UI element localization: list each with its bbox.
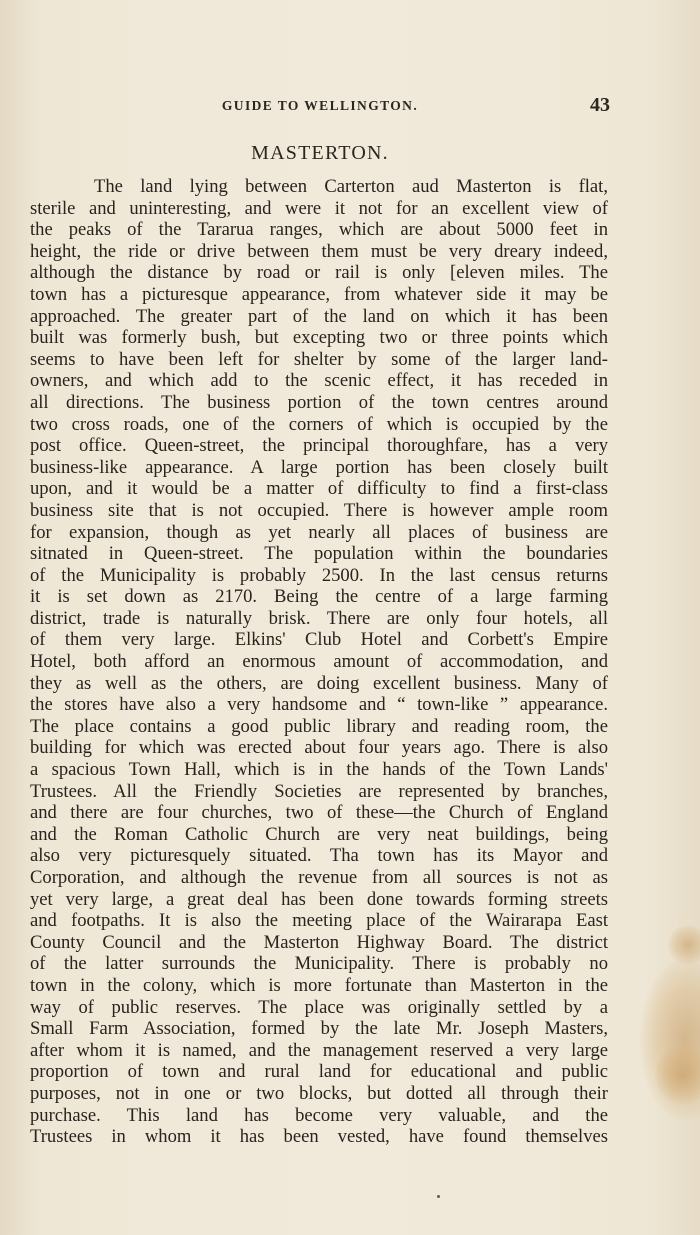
text-line: and the Roman Catholic Church are very neat buildings, being	[30, 823, 608, 845]
text-line: they as well as the others, are doing excellent business. Many of	[30, 672, 608, 694]
text-line: two cross roads, one of the corners of which is occupied by the	[30, 413, 608, 435]
page-header	[30, 96, 610, 120]
text-line: upon, and it would be a matter of difficulty to find a first-class	[30, 478, 608, 500]
page-number: 43	[590, 94, 610, 116]
text-line: way of public reserves. The place was originally settled by a	[30, 996, 608, 1018]
body-paragraph	[30, 176, 608, 1148]
text-line: the stores have also a very handsome and “ town-like ” appearance.	[30, 694, 608, 716]
text-line: of them very large. Elkins' Club Hotel and Corbett's Empire	[30, 629, 608, 651]
text-line: Hotel, both afford an enormous amount of accommodation, and	[30, 651, 608, 673]
text-line: approached. The greater part of the land on which it has been	[30, 305, 608, 327]
text-line: Corporation, and although the revenue from all sources is not as	[30, 867, 608, 888]
text-line: Small Farm Association, formed by the late Mr. Joseph Masters,	[30, 1018, 608, 1040]
text-line: of the Municipality is probably 2500. In the last census returns	[30, 564, 608, 586]
text-line: height, the ride or drive between them must be very dreary indeed,	[30, 240, 608, 262]
text-line: all directions. The business portion of the town centres around	[30, 391, 608, 413]
text-line: also very picturesquely situated. Tha town has its Mayor and	[30, 845, 608, 867]
text-line: and there are four churches, two of these—the Church of England	[30, 802, 608, 824]
text-line: building for which was erected about four years ago. There is also	[30, 737, 608, 759]
text-line: purposes, not in one or two blocks, but dotted all through their	[30, 1082, 608, 1104]
text-line: Trustees. All the Friendly Societies are represented by branches,	[30, 780, 608, 802]
text-line: owners, and which add to the scenic effect, it has receded in	[30, 370, 608, 392]
text-line: a spacious Town Hall, which is in the hands of the Town Lands'	[30, 759, 608, 781]
text-line: sterile and uninteresting, and were it not for an excellent view of	[30, 197, 608, 219]
text-line: of the latter surrounds the Municipality. There is probably no	[30, 953, 608, 975]
text-line: The land lying between Carterton aud Masterton is flat,	[94, 176, 608, 197]
text-line: town in the colony, which is more fortunate than Masterton in the	[30, 974, 608, 996]
text-line: business site that is not occupied. There is however ample room	[30, 499, 608, 521]
text-line: The place contains a good public library and reading room, the	[30, 715, 608, 737]
text-line: it is set down as 2170. Being the centre of a large farming	[30, 586, 608, 608]
text-line: purchase. This land has become very valuable, and the	[30, 1104, 608, 1126]
running-head: GUIDE TO WELLINGTON.	[221, 98, 419, 113]
text-line: sitnated in Queen-street. The population within the boundaries	[30, 543, 608, 565]
text-line: built was formerly bush, but excepting two or three points which	[30, 327, 608, 349]
text-line: for expansion, though as yet nearly all places of business are	[30, 521, 608, 543]
text-line: business-like appearance. A large portion has been closely built	[30, 456, 608, 478]
text-line: district, trade is naturally brisk. There are only four hotels, all	[30, 607, 608, 629]
ink-speck	[437, 1195, 440, 1198]
text-line: seems to have been left for shelter by some of the larger land-	[30, 348, 608, 370]
section-title: MASTERTON.	[251, 142, 389, 164]
text-line: the peaks of the Tararua ranges, which are about 5000 feet in	[30, 219, 608, 241]
text-line: and footpaths. It is also the meeting place of the Wairarapa East	[30, 910, 608, 932]
text-line: Trustees in whom it has been vested, have found themselves	[30, 1126, 608, 1148]
text-line: town has a picturesque appearance, from whatever side it may be	[30, 283, 608, 305]
foxing-stain	[668, 925, 700, 965]
text-line: post office. Queen-street, the principal thoroughfare, has a very	[30, 435, 608, 457]
text-line: after whom it is named, and the management reserved a very large	[30, 1039, 608, 1061]
text-line: County Council and the Masterton Highway Board. The district	[30, 931, 608, 953]
text-line: although the distance by road or rail is only [eleven miles. The	[30, 262, 608, 284]
text-line: yet very large, a great deal has been done towards forming streets	[30, 888, 608, 910]
text-line: proportion of town and rural land for educational and public	[30, 1061, 608, 1083]
